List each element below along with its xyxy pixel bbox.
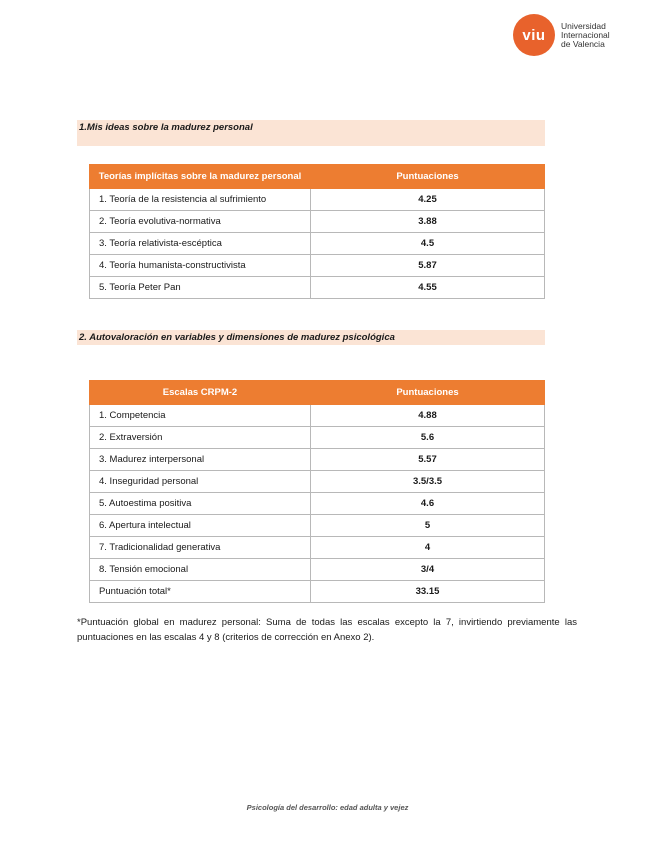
row-score: 5.87 xyxy=(311,255,545,277)
row-score: 33.15 xyxy=(311,581,545,603)
table-row xyxy=(90,559,545,581)
footnote: *Puntuación global en madurez personal: Suma de todas las escalas excepto la 7, invirtiendo previamente las puntuaciones en las escalas 4 y 8 (criterios de corrección en Anexo 2). xyxy=(77,617,577,643)
row-label: Puntuación total* xyxy=(90,581,311,603)
table-row xyxy=(90,255,545,277)
row-label: 6. Apertura intelectual xyxy=(90,515,311,537)
table-row xyxy=(90,233,545,255)
row-label: 8. Tensión emocional xyxy=(90,559,311,581)
row-score: 5.57 xyxy=(311,449,545,471)
row-score: 4.88 xyxy=(311,405,545,427)
university-logo xyxy=(513,14,610,56)
theories-table xyxy=(89,164,545,299)
table-row xyxy=(90,537,545,559)
row-score: 3/4 xyxy=(311,559,545,581)
row-label: 3. Teoría relativista-escéptica xyxy=(90,233,311,255)
table-header-row xyxy=(90,165,545,189)
row-label: 3. Madurez interpersonal xyxy=(90,449,311,471)
table-row xyxy=(90,427,545,449)
scales-table xyxy=(89,380,545,603)
row-score: 4.6 xyxy=(311,493,545,515)
section-2-heading: 2. Autovaloración en variables y dimensiones de madurez psicológica xyxy=(77,330,545,345)
logo-line-3: de Valencia xyxy=(561,38,605,49)
row-score: 4.25 xyxy=(311,189,545,211)
table-row xyxy=(90,405,545,427)
table-row-total xyxy=(90,581,545,603)
logo-line-1: Universidad xyxy=(561,20,606,31)
row-label: 4. Inseguridad personal xyxy=(90,471,311,493)
row-score: 4.5 xyxy=(311,233,545,255)
row-label: 4. Teoría humanista-constructivista xyxy=(90,255,311,277)
row-score: 4.55 xyxy=(311,277,545,299)
row-label: 2. Teoría evolutiva-normativa xyxy=(90,211,311,233)
column-header: Escalas CRPM-2 xyxy=(90,381,311,405)
row-label: 5. Autoestima positiva xyxy=(90,493,311,515)
table-row xyxy=(90,471,545,493)
column-header: Puntuaciones xyxy=(311,165,545,189)
row-score: 3.5/3.5 xyxy=(311,471,545,493)
logo-text xyxy=(561,22,610,49)
row-score: 4 xyxy=(311,537,545,559)
row-label: 7. Tradicionalidad generativa xyxy=(90,537,311,559)
row-label: 1. Competencia xyxy=(90,405,311,427)
row-label: 1. Teoría de la resistencia al sufrimiento xyxy=(90,189,311,211)
logo-line-2: Internacional xyxy=(561,29,610,40)
column-header: Puntuaciones xyxy=(311,381,545,405)
table-row xyxy=(90,189,545,211)
row-score: 3.88 xyxy=(311,211,545,233)
table-row xyxy=(90,211,545,233)
table-row xyxy=(90,493,545,515)
row-label: 5. Teoría Peter Pan xyxy=(90,277,311,299)
table-row xyxy=(90,449,545,471)
section-1-heading: 1.Mis ideas sobre la madurez personal xyxy=(77,120,545,146)
row-label: 2. Extraversión xyxy=(90,427,311,449)
logo-mark: viu xyxy=(513,14,555,56)
row-score: 5.6 xyxy=(311,427,545,449)
page-footer: Psicología del desarrollo: edad adulta y vejez xyxy=(246,803,409,812)
row-score: 5 xyxy=(311,515,545,537)
table-row xyxy=(90,277,545,299)
table-header-row xyxy=(90,381,545,405)
table-row xyxy=(90,515,545,537)
column-header: Teorías implícitas sobre la madurez personal xyxy=(90,165,311,189)
